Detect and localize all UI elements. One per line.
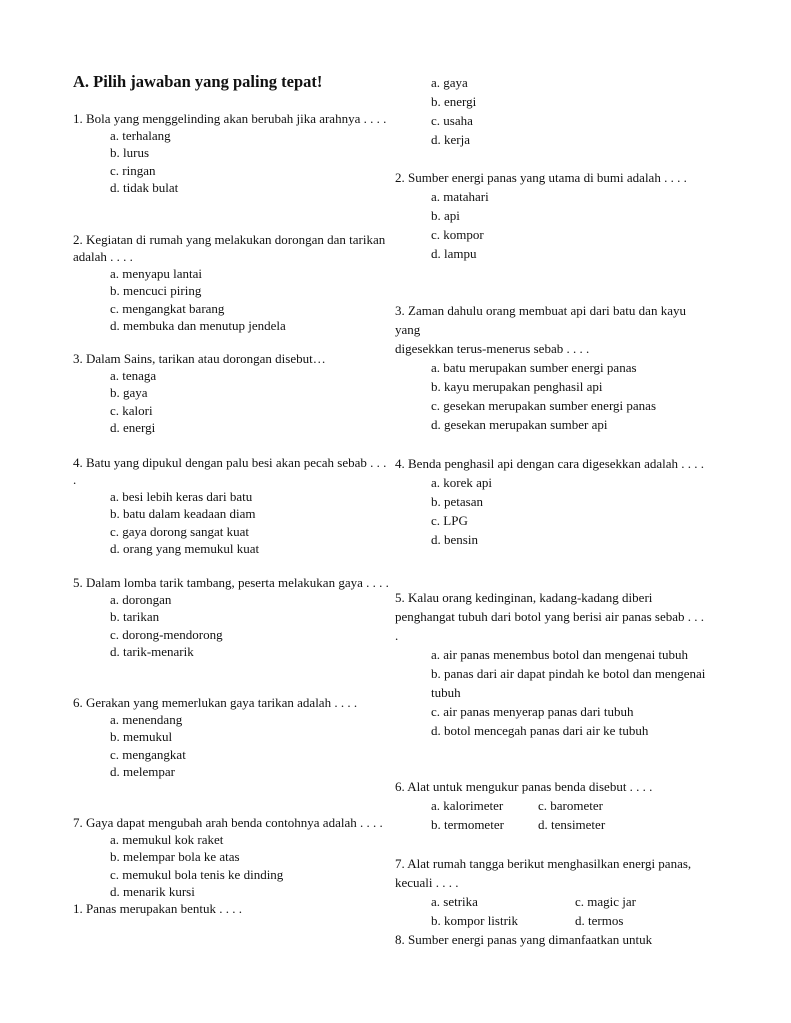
- answer-option: d. orang yang memukul kuat: [110, 540, 260, 556]
- question-block: [73, 574, 389, 660]
- question-block: [395, 73, 710, 149]
- answer-option: c. ringan: [110, 162, 156, 178]
- question-block: [73, 231, 389, 334]
- question-block: [395, 777, 710, 834]
- answer-option: c. mengangkat: [110, 746, 186, 762]
- answer-option: c. usaha: [431, 113, 473, 128]
- answer-option: d. membuka dan menutup jendela: [110, 317, 286, 333]
- question-text: 5. Kalau orang kedinginan, kadang-kadang diberi penghangat tubuh dari botol yang berisi air panas sebab . . . .: [395, 590, 705, 643]
- answer-option: c. LPG: [431, 513, 468, 528]
- answer-option: b. gaya: [110, 385, 148, 401]
- answer-option: b. memukul: [110, 729, 173, 745]
- answer-option: b. api: [431, 208, 460, 223]
- question-text: 6. Alat untuk mengukur panas benda disebut . . . .: [395, 779, 653, 794]
- answer-option: a. batu merupakan sumber energi panas: [431, 360, 637, 375]
- question-block: [73, 694, 389, 780]
- answer-option: d. kerja: [431, 132, 470, 147]
- answer-option: a. besi lebih keras dari batu: [110, 489, 253, 504]
- answer-option: b. kayu merupakan penghasil api: [431, 379, 603, 394]
- answer-option: d. lampu: [431, 246, 477, 261]
- question-text: 4. Batu yang dipukul dengan palu besi akan pecah sebab . . . .: [73, 455, 387, 487]
- answer-option: d. tarik-menarik: [110, 643, 194, 659]
- answer-option: b. tarikan: [110, 609, 160, 625]
- question-text: 1. Panas merupakan bentuk . . . .: [73, 901, 242, 917]
- question-block: [73, 110, 389, 196]
- answer-option: a. menendang: [110, 712, 183, 727]
- answer-option: d. botol mencegah panas dari air ke tubuh: [431, 723, 649, 738]
- answer-option: d. termos: [575, 913, 624, 928]
- answer-option: c. mengangkat barang: [110, 300, 225, 316]
- answer-option: c. kompor: [431, 227, 484, 242]
- answer-option: d. energi: [110, 419, 156, 435]
- question-text: digesekkan terus-menerus sebab . . . .: [395, 341, 590, 356]
- answer-option: b. lurus: [110, 145, 149, 161]
- answer-option: b. termometer: [431, 817, 504, 832]
- question-block: [395, 854, 710, 949]
- answer-option: a. menyapu lantai: [110, 266, 203, 281]
- answer-option: b. mencuci piring: [110, 283, 202, 299]
- question-text: 4. Benda penghasil api dengan cara digesekkan adalah . . . .: [395, 456, 704, 471]
- answer-row: [395, 911, 710, 930]
- answer-row: [395, 892, 710, 911]
- question-text: 8. Sumber energi panas yang dimanfaatkan untuk: [395, 932, 653, 947]
- question-text: 5. Dalam lomba tarik tambang, peserta melakukan gaya . . . .: [73, 575, 389, 590]
- question-text: 2. Sumber energi panas yang utama di bumi adalah . . . .: [395, 170, 687, 185]
- answer-option: a. terhalang: [110, 128, 171, 143]
- question-text: 3. Dalam Sains, tarikan atau dorongan disebut…: [73, 351, 326, 366]
- question-text: 6. Gerakan yang memerlukan gaya tarikan adalah . . . .: [73, 695, 358, 710]
- answer-option: a. kalorimeter: [431, 798, 504, 813]
- answer-option: c. gaya dorong sangat kuat: [110, 523, 249, 539]
- answer-option: b. melempar bola ke atas: [110, 849, 240, 865]
- answer-option: c. barometer: [538, 798, 603, 813]
- answer-option: d. bensin: [431, 532, 478, 547]
- answer-option: a. memukul kok raket: [110, 832, 224, 847]
- question-text: 7. Alat rumah tangga berikut menghasilkan energi panas, kecuali . . . .: [395, 856, 692, 890]
- answer-option: c. magic jar: [575, 894, 636, 909]
- answer-row: [395, 815, 710, 834]
- answer-option: a. korek api: [431, 475, 493, 490]
- question-block: [395, 454, 710, 549]
- question-text: 1. Bola yang menggelinding akan berubah jika arahnya . . . .: [73, 111, 387, 126]
- answer-option: a. matahari: [431, 189, 489, 204]
- answer-option: a. setrika: [431, 894, 478, 909]
- answer-option: a. gaya: [431, 75, 468, 90]
- answer-option: b. kompor listrik: [431, 913, 519, 928]
- answer-option: d. menarik kursi: [110, 883, 195, 899]
- question-block: [395, 588, 710, 740]
- question-text: 2. Kegiatan di rumah yang melakukan dorongan dan tarikan adalah . . . .: [73, 232, 386, 264]
- answer-option: a. air panas menembus botol dan mengenai tubuh: [431, 647, 689, 662]
- answer-option: d. tensimeter: [538, 817, 606, 832]
- answer-row: [395, 796, 710, 815]
- answer-option: c. air panas menyerap panas dari tubuh: [431, 704, 634, 719]
- answer-option: c. dorong-mendorong: [110, 626, 223, 642]
- answer-option: c. kalori: [110, 402, 153, 418]
- question-block: [395, 301, 710, 434]
- answer-option: a. dorongan: [110, 592, 172, 607]
- question-text: 3. Zaman dahulu orang membuat api dari batu dan kayu yang: [395, 303, 686, 337]
- answer-option: c. gesekan merupakan sumber energi panas: [431, 398, 657, 413]
- answer-option: b. energi: [431, 94, 477, 109]
- answer-option: c. memukul bola tenis ke dinding: [110, 866, 284, 882]
- answer-option: d. melempar: [110, 763, 175, 779]
- question-block: [395, 168, 710, 263]
- question-block: [73, 814, 389, 917]
- question-block: [73, 350, 389, 436]
- section-title: A. Pilih jawaban yang paling tepat!: [73, 72, 323, 91]
- answer-option: d. tidak bulat: [110, 179, 179, 195]
- answer-option: b. petasan: [431, 494, 483, 509]
- answer-option: d. gesekan merupakan sumber api: [431, 417, 608, 432]
- answer-option: b. batu dalam keadaan diam: [110, 506, 256, 522]
- answer-option: b. panas dari air dapat pindah ke botol dan mengenai tubuh: [431, 666, 706, 700]
- question-text: 7. Gaya dapat mengubah arah benda contohnya adalah . . . .: [73, 815, 383, 830]
- answer-option: a. tenaga: [110, 368, 157, 383]
- question-block: [73, 454, 389, 557]
